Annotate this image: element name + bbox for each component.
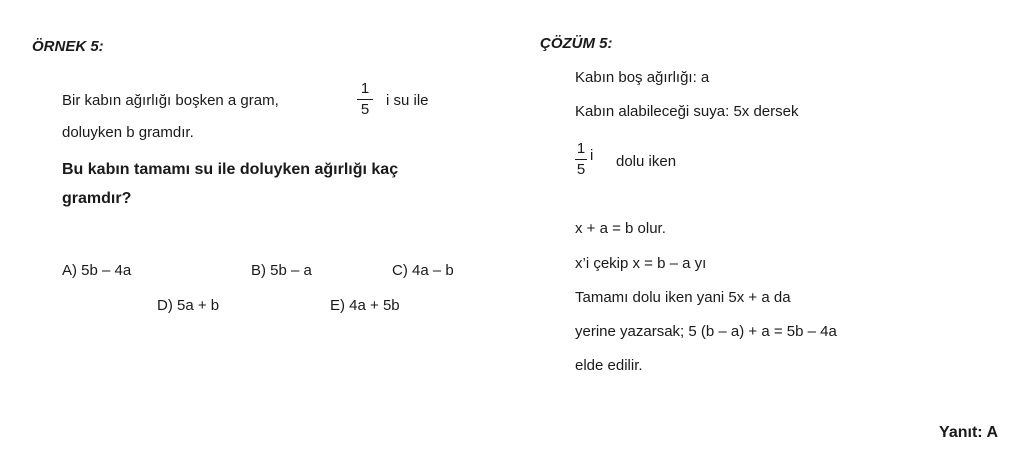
solution-fraction-suffix: i <box>590 147 594 164</box>
solution-line-5: x’i çekip x = b – a yı <box>575 255 707 272</box>
question-bold-line-2: gramdır? <box>62 190 132 207</box>
fraction-bar <box>575 159 587 160</box>
option-d: D) 5a + b <box>157 297 220 314</box>
question-line-2: doluyken b gramdır. <box>62 124 194 141</box>
option-a: A) 5b – 4a <box>62 262 132 279</box>
solution-line-6: Tamamı dolu iken yani 5x + a da <box>575 289 791 306</box>
solution-line-3: dolu iken <box>616 153 677 170</box>
solution-line-1: Kabın boş ağırlığı: a <box>575 69 710 86</box>
answer-label: Yanıt: A <box>939 424 998 441</box>
solution-line-4: x + a = b olur. <box>575 220 666 237</box>
solution-heading: ÇÖZÜM 5: <box>540 35 613 52</box>
example-heading: ÖRNEK 5: <box>32 38 104 55</box>
question-bold-line-1: Bu kabın tamamı su ile doluyken ağırlığı kaç <box>62 161 399 178</box>
solution-line-8: elde edilir. <box>575 357 643 374</box>
fraction-denominator: 5 <box>360 101 370 118</box>
solution-line-2: Kabın alabileceği suya: 5x dersek <box>575 103 799 120</box>
solution-line-7: yerine yazarsak; 5 (b – a) + a = 5b – 4a <box>575 323 837 340</box>
fraction-numerator: 1 <box>576 140 586 157</box>
fraction-numerator: 1 <box>360 80 370 97</box>
option-e: E) 4a + 5b <box>330 297 400 314</box>
question-line-1-text: Bir kabın ağırlığı boşken a gram, <box>62 92 279 109</box>
solution-fraction <box>575 140 587 179</box>
fraction-bar <box>357 99 373 100</box>
option-c: C) 4a – b <box>392 262 454 279</box>
option-b: B) 5b – a <box>251 262 312 279</box>
question-fraction <box>357 80 373 119</box>
fraction-denominator: 5 <box>576 161 586 178</box>
question-line-1-suffix: i su ile <box>386 92 429 109</box>
